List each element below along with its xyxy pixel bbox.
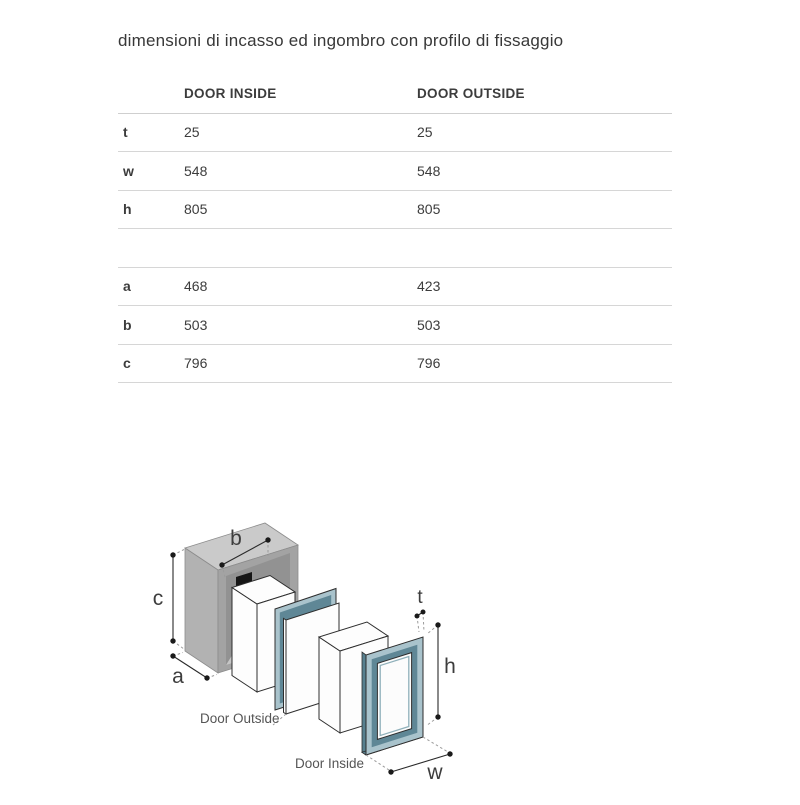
page-title: dimensioni di incasso ed ingombro con profilo di fissaggio xyxy=(118,31,564,50)
table-cell-door-inside: 796 xyxy=(184,355,208,372)
table-header-row xyxy=(118,75,672,114)
table-row-label: w xyxy=(123,162,134,179)
table-cell-door-inside: 503 xyxy=(184,316,208,333)
table-row xyxy=(118,306,672,345)
cabinet-left-face xyxy=(185,548,218,673)
dim-label-w: w xyxy=(427,761,443,784)
dimensions-table xyxy=(118,75,672,383)
table-cell-door-outside: 423 xyxy=(417,278,441,295)
table-row-label: a xyxy=(123,278,131,295)
door-inside-frame-left-edge xyxy=(362,652,366,755)
door-outside-label: Door Outside xyxy=(200,711,280,726)
table-row xyxy=(118,268,672,307)
dim-label-b: b xyxy=(230,527,242,550)
table-row-label: t xyxy=(123,124,128,141)
table-cell-door-outside: 548 xyxy=(417,162,441,179)
table-row xyxy=(118,114,672,153)
dim-label-a: a xyxy=(172,665,184,688)
dim-label-h: h xyxy=(444,655,456,678)
table-row xyxy=(118,345,672,384)
table-row-label: c xyxy=(123,355,131,372)
dim-label-c: c xyxy=(152,587,164,610)
diagram-svg xyxy=(140,515,480,800)
table-cell-door-inside: 805 xyxy=(184,201,208,218)
door-inside-label: Door Inside xyxy=(295,756,365,771)
door-outside-body-left-face xyxy=(232,588,257,693)
table-row xyxy=(118,152,672,191)
table-row-label: h xyxy=(123,201,132,218)
table-cell-door-outside: 503 xyxy=(417,316,441,333)
table-header-door-outside: DOOR OUTSIDE xyxy=(417,86,525,102)
table-cell-door-outside: 805 xyxy=(417,201,441,218)
table-cell-door-outside: 796 xyxy=(417,355,441,372)
door-inside-door-face xyxy=(377,653,411,740)
installation-diagram xyxy=(140,515,480,805)
dim-label-t: t xyxy=(417,587,423,608)
table-cell-door-inside: 25 xyxy=(184,124,200,141)
table-row xyxy=(118,191,672,230)
table-row-label: b xyxy=(123,316,132,333)
table-cell-door-outside: 25 xyxy=(417,124,433,141)
door-inside-drawing xyxy=(319,622,423,755)
table-cell-door-inside: 468 xyxy=(184,278,208,295)
table-cell-door-inside: 548 xyxy=(184,162,208,179)
table-header-door-inside: DOOR INSIDE xyxy=(184,86,277,102)
door-inside-body-left-face xyxy=(319,637,340,733)
table-body xyxy=(118,114,672,384)
table-row xyxy=(118,229,672,268)
